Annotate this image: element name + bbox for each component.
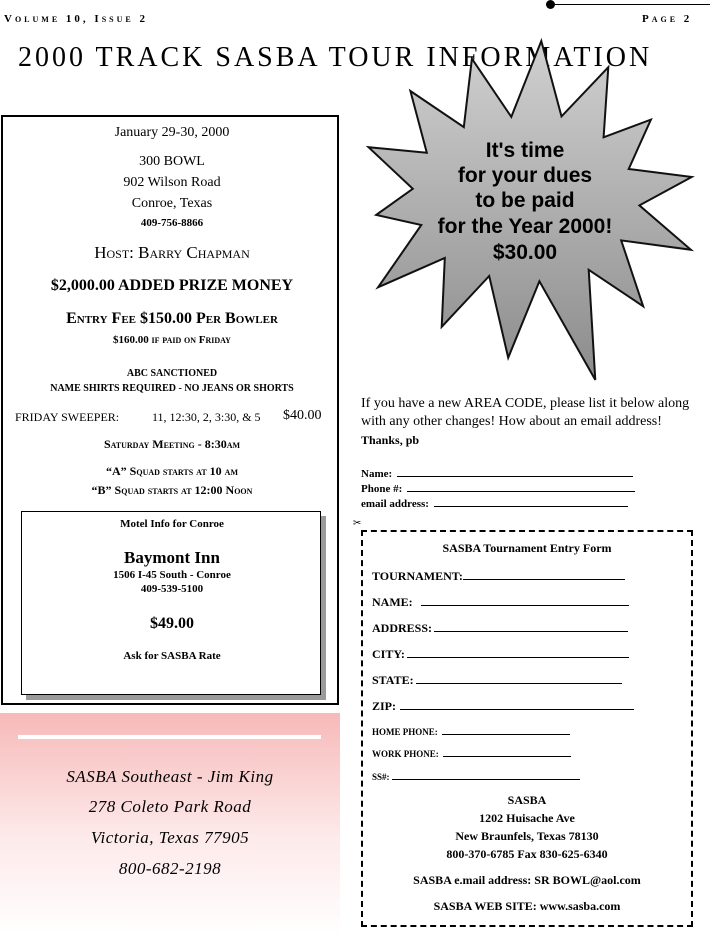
dues-line-4: for the Year 2000! xyxy=(437,215,613,238)
work-phone-field[interactable] xyxy=(372,747,571,759)
work-phone-label: WORK PHONE: xyxy=(372,749,439,759)
event-abc: ABC SANCTIONED xyxy=(126,368,218,379)
zip-line[interactable] xyxy=(400,698,634,710)
event-venue: 300 BOWL xyxy=(139,154,205,169)
squad-b: “B” Squad starts at 12:00 Noon xyxy=(91,483,253,497)
org-website[interactable]: SASBA WEB SITE: www.sasba.com xyxy=(433,899,621,913)
sweeper-label: FRIDAY SWEEPER: xyxy=(15,410,120,424)
page-title: 2000 TRACK SASBA TOUR INFORMATION xyxy=(18,42,653,73)
motel-heading: Motel Info for Conroe xyxy=(120,518,224,530)
change-name-line[interactable] xyxy=(397,465,633,477)
tournament-line[interactable] xyxy=(463,568,625,580)
home-phone-label: HOME PHONE: xyxy=(372,727,438,737)
change-name-field[interactable] xyxy=(361,465,633,480)
tournament-field[interactable] xyxy=(372,568,625,584)
motel-phone: 409-539-5100 xyxy=(140,583,204,595)
work-phone-line[interactable] xyxy=(443,747,571,757)
event-friday-fee: $160.00 if paid on Friday xyxy=(113,334,231,346)
motel-note: Ask for SASBA Rate xyxy=(123,650,221,662)
contact-panel xyxy=(0,713,340,935)
state-label: STATE: xyxy=(372,673,414,687)
contact-street: 278 Coleto Park Road xyxy=(88,797,252,816)
ss-field[interactable] xyxy=(372,770,580,782)
event-host: Host: Barry Chapman xyxy=(94,243,250,262)
event-prize: $2,000.00 ADDED PRIZE MONEY xyxy=(50,277,294,294)
address-line[interactable] xyxy=(434,620,628,632)
state-field[interactable] xyxy=(372,672,622,688)
tournament-label: TOURNAMENT: xyxy=(372,569,463,583)
page-number: Page 2 xyxy=(642,13,693,25)
saturday-meeting: Saturday Meeting - 8:30am xyxy=(103,437,241,451)
event-street: 902 Wilson Road xyxy=(123,175,221,190)
notice-text: If you have a new AREA CODE, please list it below along with any other changes! How about an email address! xyxy=(361,396,690,429)
change-name-label: Name: xyxy=(361,468,393,480)
event-shirts: NAME SHIRTS REQUIRED - NO JEANS OR SHORTS xyxy=(50,383,294,394)
entry-form xyxy=(361,530,693,927)
motel-info-box xyxy=(21,511,321,695)
change-phone-label: Phone #: xyxy=(361,483,403,495)
address-field[interactable] xyxy=(372,620,628,636)
ss-line[interactable] xyxy=(392,770,580,780)
entry-form-title: SASBA Tournament Entry Form xyxy=(442,541,612,555)
city-line[interactable] xyxy=(407,646,629,658)
dues-amount: $30.00 xyxy=(492,241,558,264)
address-label: ADDRESS: xyxy=(372,621,433,635)
name-label: NAME: xyxy=(372,595,413,609)
change-phone-line[interactable] xyxy=(407,480,635,492)
event-city: Conroe, Texas xyxy=(131,196,213,211)
motel-name: Baymont Inn xyxy=(124,548,220,567)
squad-a: “A” Squad starts at 10 am xyxy=(106,464,238,478)
state-line[interactable] xyxy=(416,672,622,684)
change-email-line[interactable] xyxy=(434,495,628,507)
volume-label: Volume 10, Issue 2 xyxy=(4,13,148,25)
city-field[interactable] xyxy=(372,646,629,662)
zip-label: ZIP: xyxy=(372,699,396,713)
org-name: SASBA xyxy=(507,793,547,807)
dues-line-3: to be paid xyxy=(475,189,575,212)
dues-line-2: for your dues xyxy=(457,164,593,187)
notice-sign: Thanks, pb xyxy=(361,433,420,447)
event-entry-fee: Entry Fee $150.00 Per Bowler xyxy=(66,310,278,327)
org-street: 1202 Huisache Ave xyxy=(479,811,575,825)
scissors-icon: ✂ xyxy=(353,518,362,529)
zip-field[interactable] xyxy=(372,698,634,714)
change-email-label: email address: xyxy=(361,498,429,510)
dues-line-1: It's time xyxy=(485,139,565,162)
header-dot xyxy=(546,0,555,9)
name-field[interactable] xyxy=(372,594,629,610)
sweeper-price: $40.00 xyxy=(283,408,322,423)
org-phone: 800-370-6785 Fax 830-625-6340 xyxy=(446,847,608,861)
ss-label: SS#: xyxy=(372,772,390,782)
sweeper-times: 11, 12:30, 2, 3:30, & 5 xyxy=(152,410,261,424)
event-date: January 29-30, 2000 xyxy=(114,125,230,140)
contact-divider xyxy=(18,735,321,739)
contact-phone: 800-682-2198 xyxy=(118,859,222,878)
update-notice xyxy=(361,395,701,450)
motel-rate: $49.00 xyxy=(150,615,194,632)
change-phone-field[interactable] xyxy=(361,480,635,495)
change-email-field[interactable] xyxy=(361,495,628,510)
name-line[interactable] xyxy=(421,594,629,606)
header-rule xyxy=(551,4,710,5)
motel-address: 1506 I-45 South - Conroe xyxy=(113,569,231,581)
home-phone-field[interactable] xyxy=(372,725,570,737)
contact-name: SASBA Southeast - Jim King xyxy=(66,767,274,786)
event-phone: 409-756-8866 xyxy=(140,217,204,229)
home-phone-line[interactable] xyxy=(442,725,570,735)
org-email[interactable]: SASBA e.mail address: SR BOWL@aol.com xyxy=(413,873,641,887)
contact-city: Victoria, Texas 77905 xyxy=(90,828,250,847)
org-city: New Braunfels, Texas 78130 xyxy=(455,829,599,843)
city-label: CITY: xyxy=(372,647,405,661)
